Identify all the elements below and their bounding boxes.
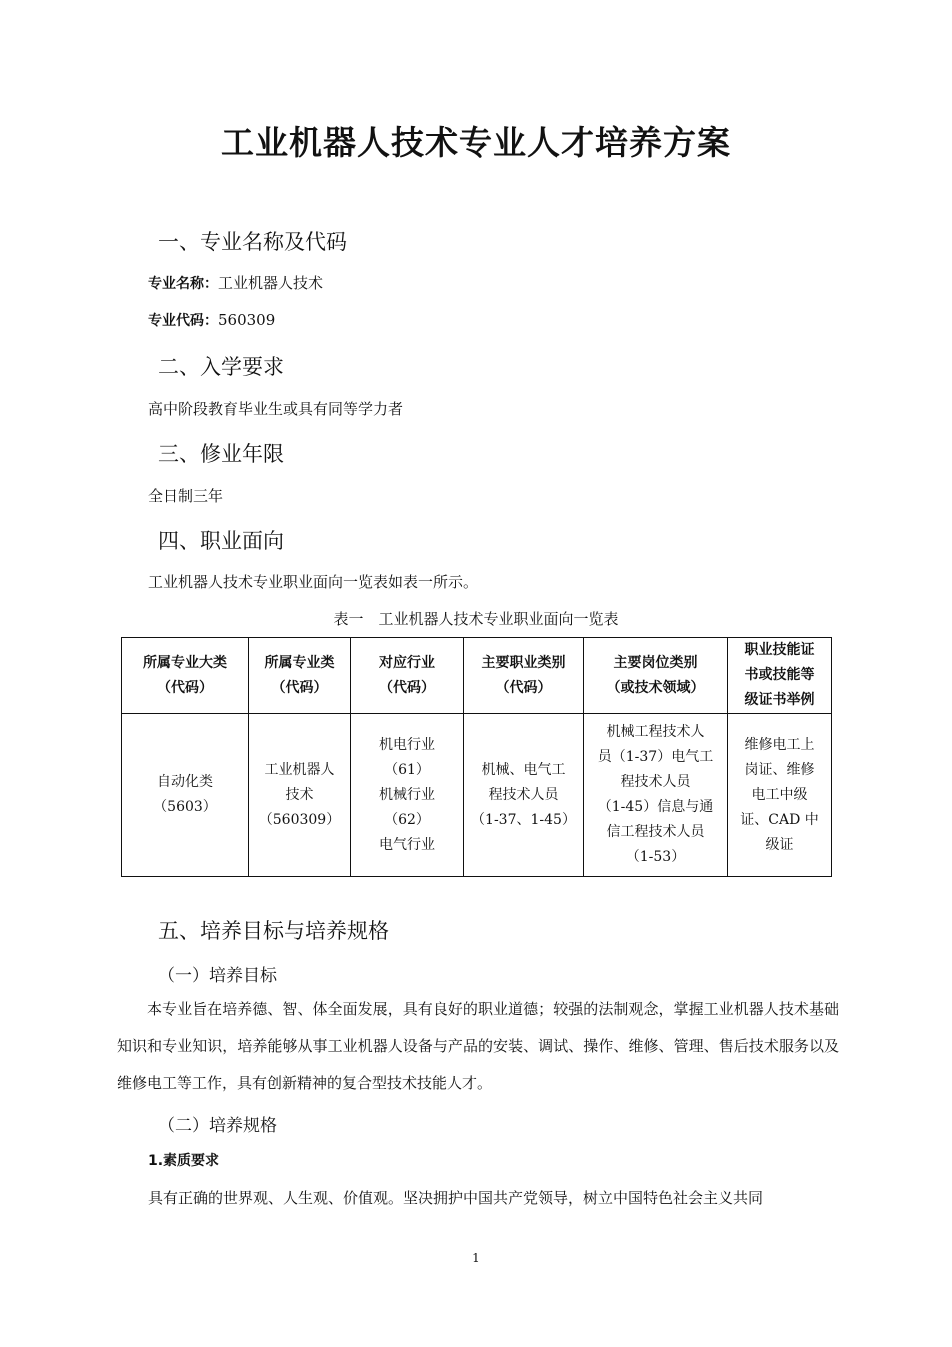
table-cell: 自动化类 （5603） (122, 714, 249, 877)
table-row (122, 714, 832, 877)
table-header-cell: 对应行业 （代码） (351, 638, 464, 714)
table-cell: 机械、电气工 程技术人员 （1-37、1-45） (464, 714, 584, 877)
subsection-heading-spec: （二）培养规格 (158, 1116, 277, 1136)
section-heading-career: 四、职业面向 (158, 529, 284, 553)
table-cell: 工业机器人 技术 （560309） (249, 714, 351, 877)
table-cell: 机电行业 （61） 机械行业 （62） 电气行业 (351, 714, 464, 877)
table-caption: 表一 工业机器人技术专业职业面向一览表 (333, 610, 619, 628)
table-header-cell: 所属专业类 （代码） (249, 638, 351, 714)
career-intro: 工业机器人技术专业职业面向一览表如表一所示。 (148, 573, 479, 591)
quality-heading: 1.素质要求 (148, 1153, 220, 1169)
table-header-cell: 主要职业类别 （代码） (464, 638, 584, 714)
table-header-cell: 职业技能证 书或技能等 级证书举例 (728, 638, 832, 714)
major-code-label: 专业代码： (148, 313, 218, 329)
goal-paragraph: 本专业旨在培养德、智、体全面发展，具有良好的职业道德；较强的法制观念，掌握工业机器人技术基础知识和专业知识，培养能够从事工业机器人设备与产品的安装、调试、操作、维修、管理、售后技术服务以及维修电工等工作，具有创新精神的复合型技术技能人才。 (117, 1000, 839, 1092)
section-heading-admission: 二、入学要求 (158, 355, 284, 379)
document-title: 工业机器人技术专业人才培养方案 (221, 123, 731, 162)
table-cell: 维修电工上 岗证、维修 电工中级 证、CAD 中 级证 (728, 714, 832, 877)
major-name-value: 工业机器人技术 (218, 274, 324, 292)
major-code-value: 560309 (218, 311, 276, 329)
section-heading-objectives: 五、培养目标与培养规格 (158, 919, 389, 943)
table-header-row (122, 638, 832, 714)
duration-text: 全日制三年 (148, 487, 224, 505)
career-table (121, 637, 832, 877)
major-name-line (148, 272, 323, 293)
major-code-line (148, 310, 275, 330)
quality-text: 具有正确的世界观、人生观、价值观。坚决拥护中国共产党领导，树立中国特色社会主义共同 (148, 1189, 764, 1207)
section-heading-duration: 三、修业年限 (158, 442, 284, 466)
table-header-cell: 所属专业大类 （代码） (122, 638, 249, 714)
section-heading-major-name: 一、专业名称及代码 (158, 230, 347, 254)
major-name-label: 专业名称： (148, 276, 218, 292)
quality-heading-line (148, 1150, 219, 1170)
table-header-cell: 主要岗位类别 （或技术领域） (584, 638, 728, 714)
table-cell: 机械工程技术人 员（1-37）电气工 程技术人员 （1-45）信息与通 信工程技术人员 （1-53） (584, 714, 728, 877)
page-number: 1 (472, 1251, 480, 1265)
subsection-heading-goal: （一）培养目标 (158, 966, 277, 986)
admission-text: 高中阶段教育毕业生或具有同等学力者 (148, 400, 404, 418)
